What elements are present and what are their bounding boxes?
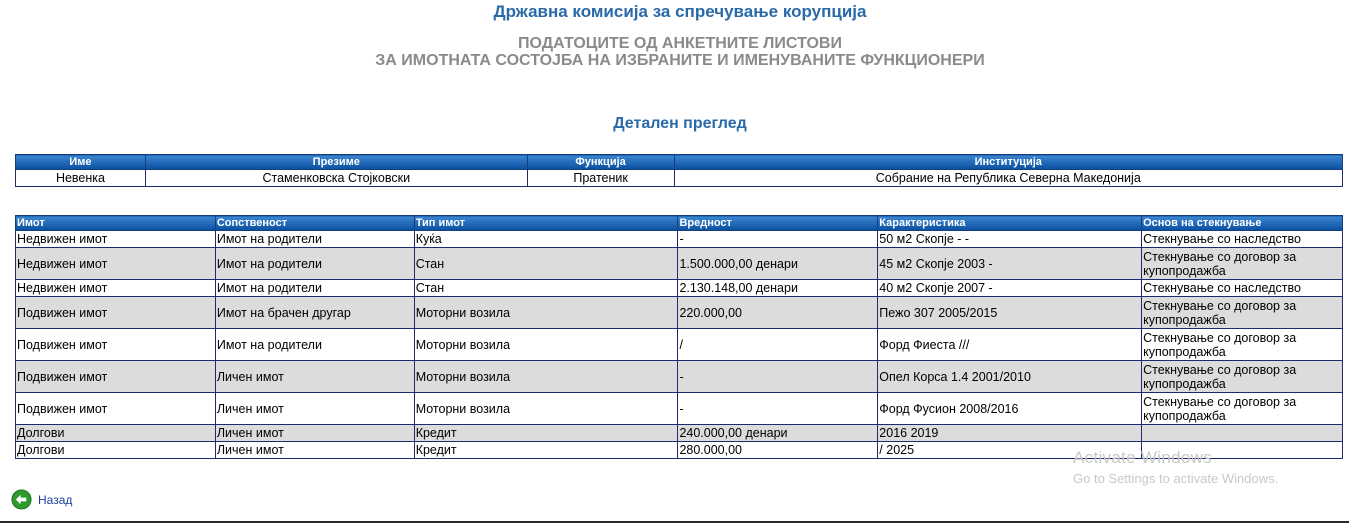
characteristic-cell: Форд Фиеста /// — [878, 329, 1142, 361]
back-link-label[interactable]: Назад — [38, 492, 73, 507]
column-header-value: Вредност — [678, 216, 878, 231]
activate-windows-title: Activate Windows — [1073, 448, 1212, 467]
table-row — [16, 425, 1343, 442]
value-cell: - — [678, 361, 878, 393]
section-title: Детален преглед — [613, 115, 747, 132]
characteristic-cell: 45 м2 Скопје 2003 - — [878, 248, 1142, 280]
ownership-cell: Имот на родители — [215, 329, 414, 361]
characteristic-cell: Пежо 307 2005/2015 — [878, 297, 1142, 329]
back-arrow-icon[interactable] — [11, 489, 32, 510]
asset-type-cell: Моторни возила — [414, 329, 678, 361]
value-cell: 280.000,00 — [678, 442, 878, 459]
acquisition-cell: Стекнување со наследство — [1142, 280, 1343, 297]
person-table — [15, 154, 1343, 187]
assets-header-row — [16, 216, 1343, 231]
characteristic-cell: 40 м2 Скопје 2007 - — [878, 280, 1142, 297]
table-row — [16, 329, 1343, 361]
asset-type-cell: Моторни возила — [414, 297, 678, 329]
asset-cell: Подвижен имот — [16, 297, 216, 329]
page-subtitle — [0, 35, 1349, 69]
column-header-surname: Презиме — [145, 155, 527, 170]
table-row — [16, 393, 1343, 425]
column-header-name: Име — [16, 155, 146, 170]
column-header-asset-type: Тип имот — [414, 216, 678, 231]
back-link[interactable] — [11, 489, 72, 510]
asset-cell: Долгови — [16, 442, 216, 459]
ownership-cell: Личен имот — [215, 442, 414, 459]
person-function: Пратеник — [527, 170, 674, 187]
asset-type-cell: Куќа — [414, 231, 678, 248]
value-cell: 2.130.148,00 денари — [678, 280, 878, 297]
acquisition-cell: Стекнување со договор за купопродажба — [1142, 329, 1343, 361]
table-row — [16, 297, 1343, 329]
value-cell: 1.500.000,00 денари — [678, 248, 878, 280]
column-header-function: Функција — [527, 155, 674, 170]
characteristic-cell: Форд Фусион 2008/2016 — [878, 393, 1142, 425]
column-header-characteristic: Карактеристика — [878, 216, 1142, 231]
acquisition-cell: Стекнување со договор за купопродажба — [1142, 248, 1343, 280]
asset-cell: Недвижен имот — [16, 231, 216, 248]
asset-cell: Подвижен имот — [16, 361, 216, 393]
table-row — [16, 248, 1343, 280]
column-header-acquisition: Основ на стекнување — [1142, 216, 1343, 231]
asset-cell: Подвижен имот — [16, 329, 216, 361]
person-row — [16, 170, 1343, 187]
asset-type-cell: Кредит — [414, 442, 678, 459]
asset-cell: Недвижен имот — [16, 248, 216, 280]
characteristic-cell: 2016 2019 — [878, 425, 1142, 442]
acquisition-cell: Стекнување со договор за купопродажба — [1142, 361, 1343, 393]
ownership-cell: Имот на родители — [215, 280, 414, 297]
ownership-cell: Личен имот — [215, 361, 414, 393]
table-row — [16, 231, 1343, 248]
asset-type-cell: Кредит — [414, 425, 678, 442]
person-surname: Стаменковска Стојковски — [145, 170, 527, 187]
asset-cell: Недвижен имот — [16, 280, 216, 297]
asset-type-cell: Моторни возила — [414, 361, 678, 393]
characteristic-cell: Опел Корса 1.4 2001/2010 — [878, 361, 1142, 393]
ownership-cell: Личен имот — [215, 425, 414, 442]
value-cell: 240.000,00 денари — [678, 425, 878, 442]
activate-windows-subtitle: Go to Settings to activate Windows. — [1073, 471, 1279, 486]
table-row — [16, 280, 1343, 297]
asset-type-cell: Стан — [414, 280, 678, 297]
column-header-ownership: Сопственост — [215, 216, 414, 231]
acquisition-cell: Стекнување со наследство — [1142, 231, 1343, 248]
column-header-institution: Институција — [674, 155, 1342, 170]
acquisition-cell: Стекнување со договор за купопродажба — [1142, 393, 1343, 425]
person-header-row — [16, 155, 1343, 170]
subtitle-line-2: ЗА ИМОТНАТА СОСТОЈБА НА ИЗБРАНИТЕ И ИМЕНУВАНИТЕ ФУНКЦИОНЕРИ — [375, 52, 985, 69]
asset-type-cell: Моторни возила — [414, 393, 678, 425]
ownership-cell: Имот на родители — [215, 248, 414, 280]
page-title: Државна комисија за спречување корупција — [493, 2, 867, 21]
value-cell: - — [678, 231, 878, 248]
ownership-cell: Имот на брачен другар — [215, 297, 414, 329]
subtitle-line-1: ПОДАТОЦИТЕ ОД АНКЕТНИТЕ ЛИСТОВИ — [518, 35, 842, 52]
value-cell: 220.000,00 — [678, 297, 878, 329]
value-cell: / — [678, 329, 878, 361]
column-header-asset: Имот — [16, 216, 216, 231]
characteristic-cell: 50 м2 Скопје - - — [878, 231, 1142, 248]
ownership-cell: Личен имот — [215, 393, 414, 425]
characteristic-cell: / 2025 — [878, 442, 1142, 459]
acquisition-cell: Стекнување со договор за купопродажба — [1142, 297, 1343, 329]
asset-cell: Долгови — [16, 425, 216, 442]
bottom-divider — [0, 521, 1349, 523]
ownership-cell: Имот на родители — [215, 231, 414, 248]
person-institution: Собрание на Република Северна Македонија — [674, 170, 1342, 187]
asset-type-cell: Стан — [414, 248, 678, 280]
value-cell: - — [678, 393, 878, 425]
person-name: Невенка — [16, 170, 146, 187]
assets-table — [15, 215, 1343, 459]
asset-cell: Подвижен имот — [16, 393, 216, 425]
table-row — [16, 361, 1343, 393]
acquisition-cell — [1142, 425, 1343, 442]
